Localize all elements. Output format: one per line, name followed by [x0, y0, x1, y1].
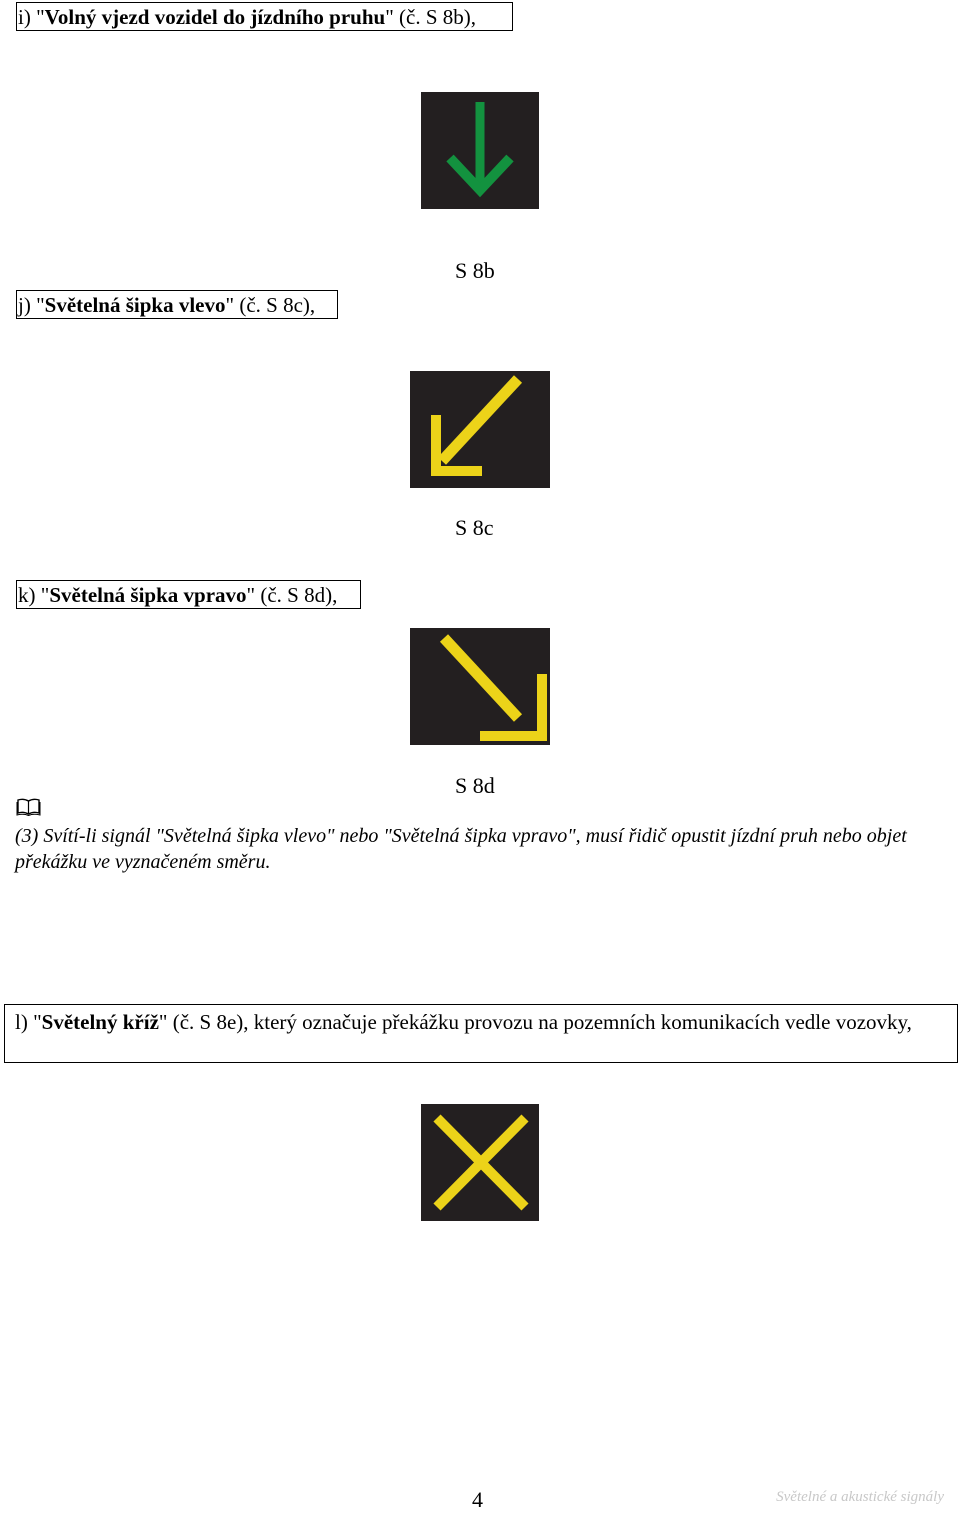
item-l: l) "Světelný kříž" (č. S 8e), který označuje překážku provozu na pozemních komunikacích vedle vozovky, — [4, 1004, 958, 1063]
sign-s8e — [421, 1104, 539, 1221]
item-k-title: Světelná šipka vpravo — [49, 583, 247, 607]
item-j: j) "Světelná šipka vlevo" (č. S 8c), — [16, 290, 338, 319]
item-l-title: Světelný kříž — [41, 1010, 159, 1034]
sign-s8d — [410, 628, 550, 745]
sign-s8b — [421, 92, 539, 209]
caption-s8c: S 8c — [455, 515, 494, 540]
item-i-title: Volný vjezd vozidel do jízdního pruhu — [44, 5, 386, 29]
yellow-arrow-down-right-icon — [410, 628, 550, 745]
yellow-cross-icon — [421, 1104, 539, 1221]
footer-title: Světelné a akustické signály — [776, 1489, 944, 1505]
caption-s8d: S 8d — [455, 773, 495, 798]
caption-s8b: S 8b — [455, 258, 495, 283]
item-k: k) "Světelná šipka vpravo" (č. S 8d), — [16, 580, 361, 609]
note-paragraph: (3) Svítí-li signál "Světelná šipka vlevo" nebo "Světelná šipka vpravo", musí řidič opustit jízdní pruh nebo objet překážku ve vyznačeném směru. — [15, 825, 907, 873]
page-number: 4 — [472, 1487, 483, 1512]
green-down-arrow-icon — [421, 92, 539, 209]
item-j-title: Světelná šipka vlevo — [44, 293, 226, 317]
sign-s8c — [410, 371, 550, 488]
yellow-arrow-down-left-icon — [410, 371, 550, 488]
item-i: i) "Volný vjezd vozidel do jízdního pruhu" (č. S 8b), — [16, 2, 513, 31]
book-icon — [16, 798, 41, 821]
